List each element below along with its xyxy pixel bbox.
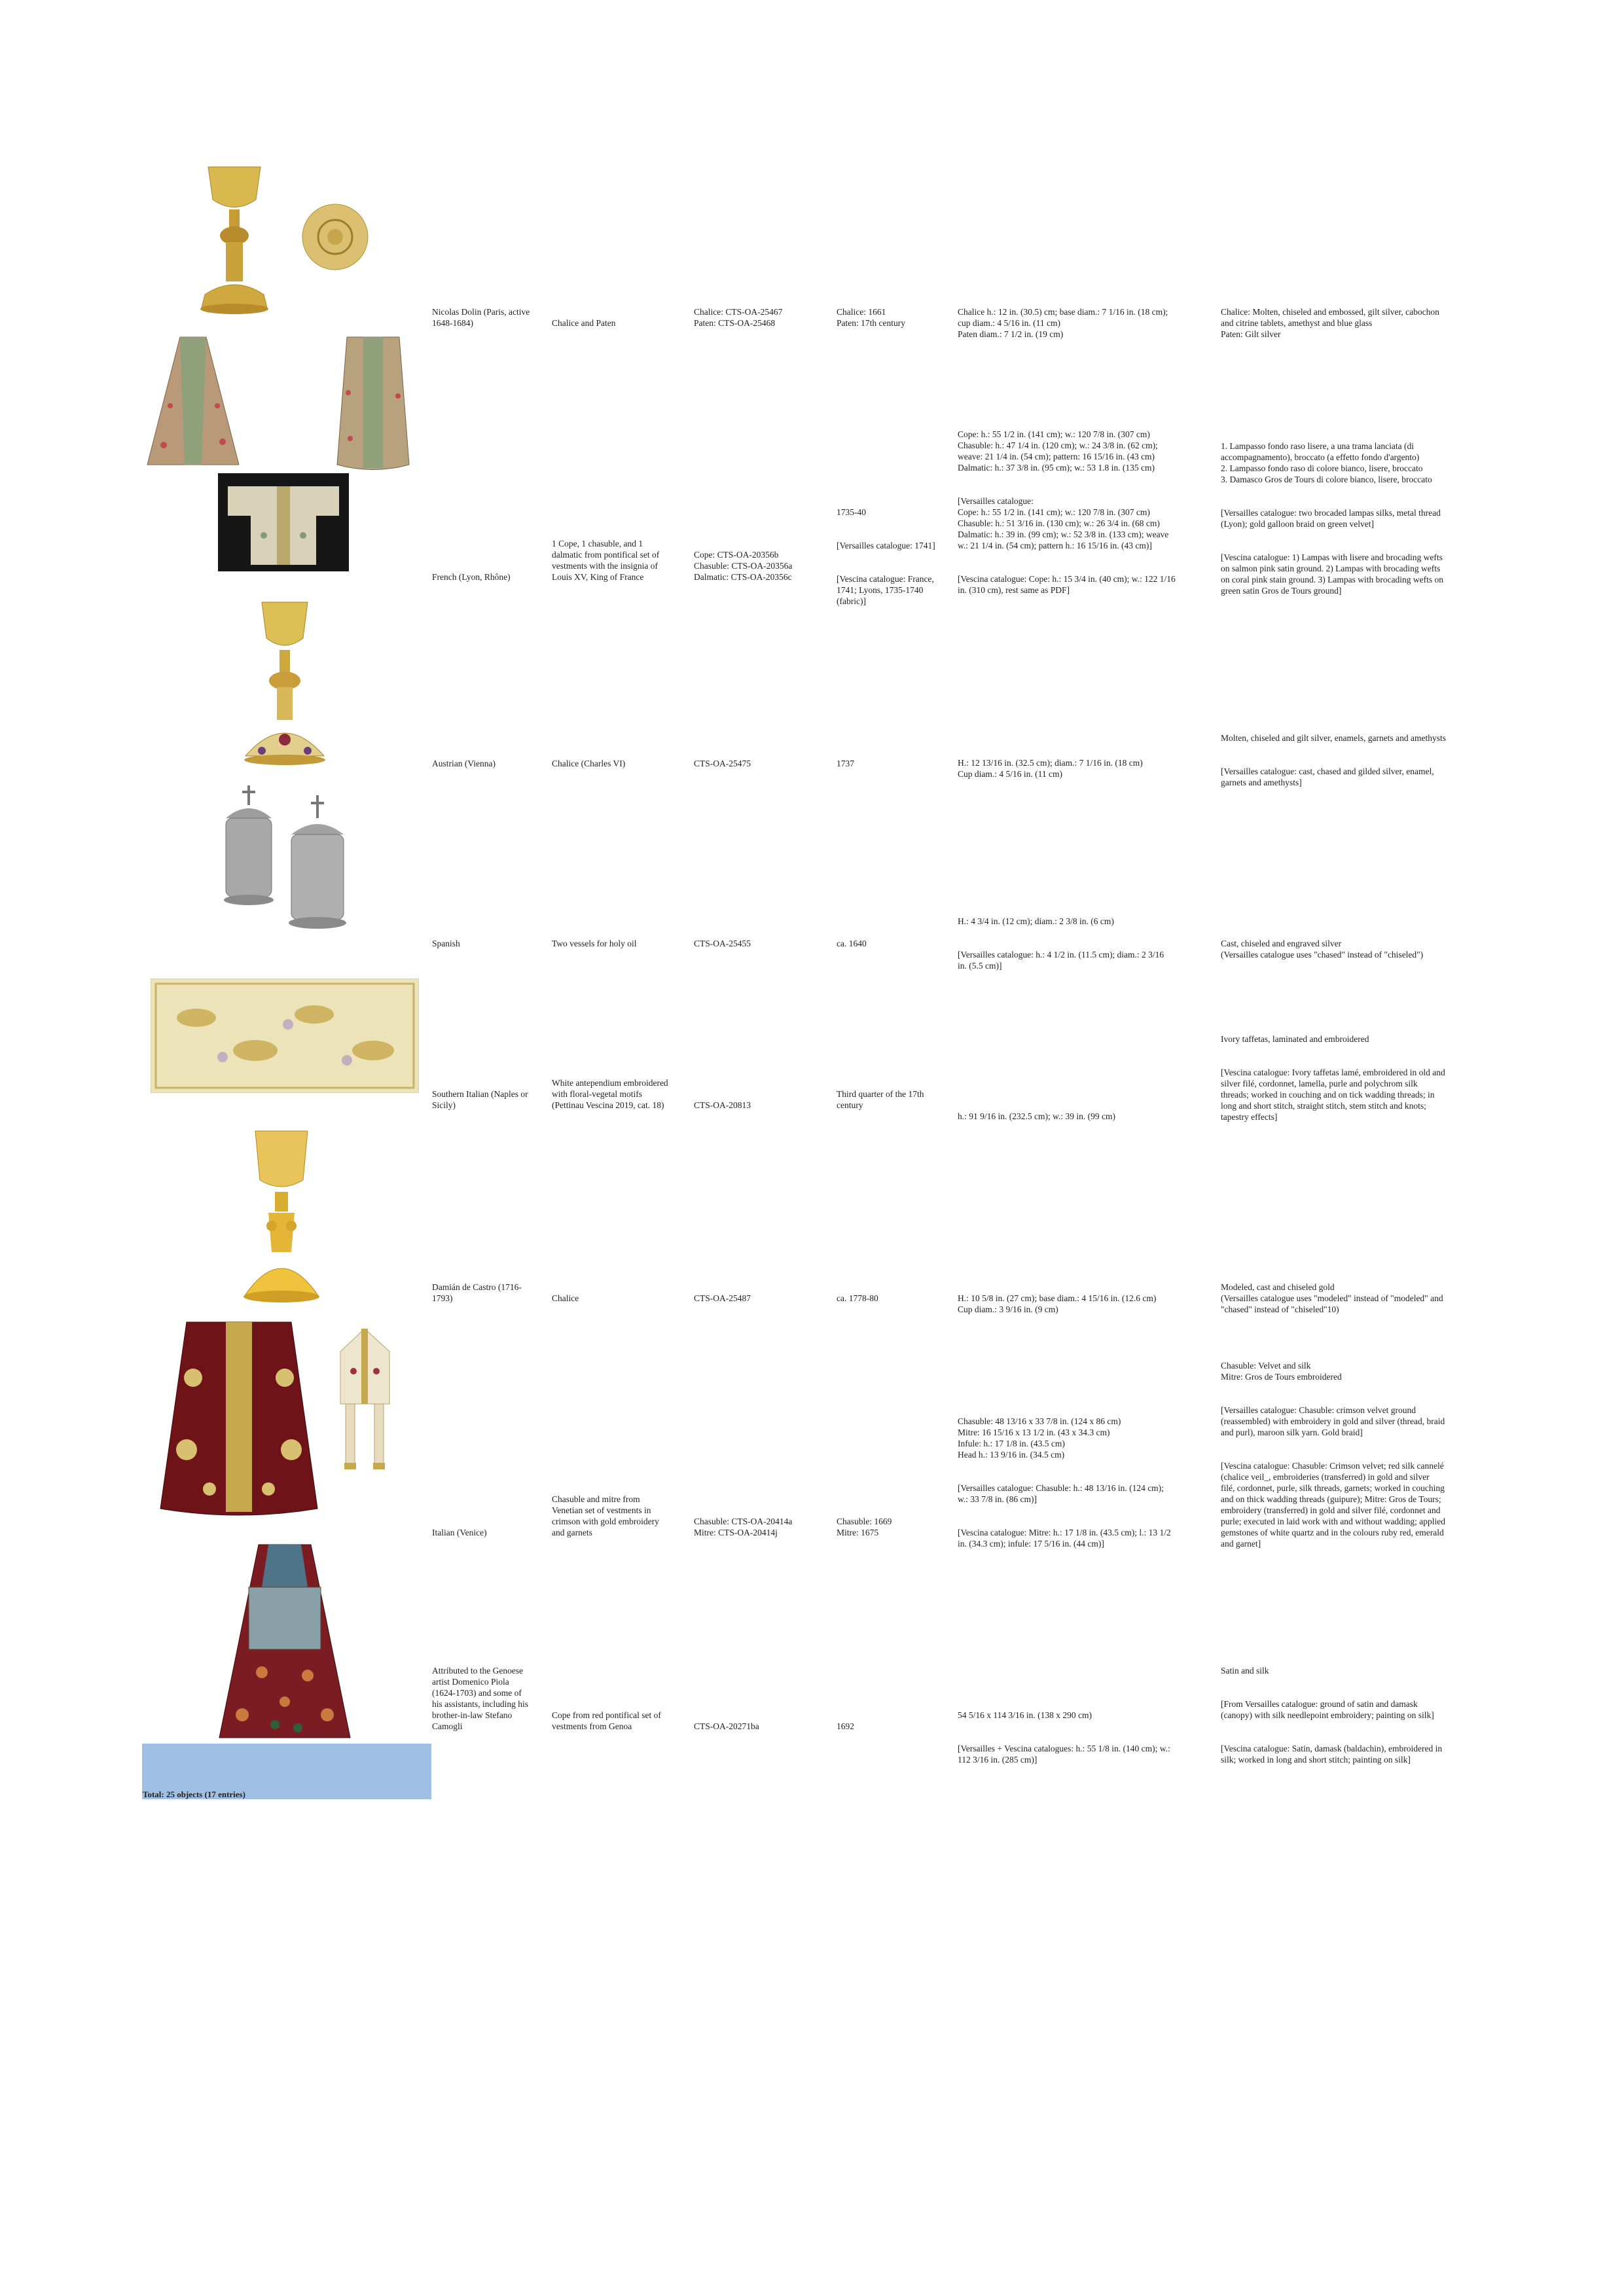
inventory-cell: CTS-OA-25487 <box>694 1293 751 1303</box>
materials-text: Chasuble: Velvet and silk Mitre: Gros de Tours embroidered <box>1221 1361 1342 1382</box>
materials-cell <box>1221 429 1483 607</box>
materials-text: Cast, chiseled and engraved silver (Versailles catalogue uses "chased" instead of "chiseled") <box>1221 939 1424 960</box>
antependium-image <box>151 978 419 1093</box>
object-image-chalice-castro <box>141 1124 429 1311</box>
artist-cell: Austrian (Vienna) <box>432 759 496 768</box>
inventory-cell: CTS-OA-20813 <box>694 1100 751 1110</box>
dimensions-text: 54 5/16 x 114 3/16 in. (138 x 290 cm) <box>958 1710 1092 1720</box>
dimensions-cell <box>958 418 1213 607</box>
table-row <box>141 1124 1483 1314</box>
materials-cell <box>1221 1654 1483 1776</box>
materials-cell <box>1221 927 1483 971</box>
dimensions-cell <box>958 1405 1213 1560</box>
materials-versailles-text: [From Versailles catalogue: ground of satin and damask (canopy) with silk needlepoint embroidery; painting on silk] <box>1221 1699 1434 1720</box>
title-cell: Cope from red pontifical set of vestments from Genoa <box>552 1710 661 1731</box>
chalice-image <box>232 599 337 769</box>
dimensions-vescina-text: [Vescina catalogue: Mitre: h.: 17 1/8 in. (43.5 cm); l.: 13 1/2 in. (34.3 cm); infule: 17 5/16 in. (44 cm)] <box>958 1528 1171 1549</box>
inventory-cell: Cope: CTS-OA-20356b Chasuble: CTS-OA-20356a Dalmatic: CTS-OA-20356c <box>694 550 793 582</box>
dimensions-text: Chalice h.: 12 in. (30.5) cm; base diam.: 7 1/16 in. (18 cm); cup diam.: 4 5/16 in. (11 cm) Paten diam.: 7 1/2 in. (19 cm) <box>958 307 1168 339</box>
date-cell: Chasuble: 1669 Mitre: 1675 <box>837 1516 892 1537</box>
materials-vescina-text: [Vescina catalogue: Ivory taffetas lamé, embroidered in old and silver filé, cordonnet, lamella, purle and polychrom silk threads; worked in couching and on tick wadding threads; in long and short stitch, straight stitch, stem stitch and knots; tapestry effects] <box>1221 1067 1445 1122</box>
date-cell: ca. 1640 <box>837 939 867 948</box>
cope-image <box>216 1541 353 1744</box>
materials-versailles-text: [Versailles catalogue: cast, chased and gilded silver, enamel, garnets and amethysts] <box>1221 766 1434 787</box>
title-cell: 1 Cope, 1 chasuble, and 1 dalmatic from pontifical set of vestments with the insignia of Louis XV, King of France <box>552 539 660 582</box>
dimensions-cell <box>958 1698 1213 1776</box>
artist-cell: Damián de Castro (1716- 1793) <box>432 1282 522 1303</box>
object-image-chasuble-mitre <box>141 1316 429 1538</box>
materials-text: Modeled, cast and chiseled gold (Versailles catalogue uses "modeled" instead of "modeled" and "chased" instead of "chiseled"10) <box>1221 1282 1443 1314</box>
date-text: 1735-40 <box>837 507 866 517</box>
inventory-cell: Chalice: CTS-OA-25467 Paten: CTS-OA-25468 <box>694 307 783 328</box>
dimensions-vescina-text: [Vescina catalogue: Cope: h.: 15 3/4 in. (40 cm); w.: 122 1/16 in. (310 cm), rest same as PDF] <box>958 574 1176 595</box>
dimensions-versailles-text: [Versailles catalogue: Cope: h.: 55 1/2 in. (141 cm); w.: 120 7/8 in. (307 cm) Chasuble: h.: 51 3/16 in. (130 cm); w.: 26 3/4 in. (68 cm) Dalmatic: h.: 39 in. (99 cm); w.: 52 3/8 in. (133 cm); weave w.: 21 1/4 in. (54 cm); pattern h.: 16 15/16 in. (43 cm)] <box>958 496 1169 550</box>
artist-cell: Spanish <box>432 939 460 948</box>
materials-cell <box>1221 1022 1483 1134</box>
table-row <box>141 331 1483 606</box>
paten-image <box>301 203 370 272</box>
materials-vescina-text: [Vescina catalogue: 1) Lampas with lisere and brocading wefts on salmon pink satin ground. 2) Lampas with brocading wefts on coral pink stain ground. 3) Lampas with brocading wefts on green satin Gros de Tours ground] <box>1221 552 1444 596</box>
artist-cell: Nicolas Dolin (Paris, active 1648-1684) <box>432 307 530 328</box>
materials-text: Molten, chiseled and gilt silver, enamels, garnets and amethysts <box>1221 733 1446 743</box>
date-cell: ca. 1778-80 <box>837 1293 878 1303</box>
dimensions-text: Chasuble: 48 13/16 x 33 7/8 in. (124 x 86 cm) Mitre: 16 15/16 x 13 1/2 in. (43 x 34.3 cm) Infule: h.: 17 1/8 in. (43.5 cm) Head h.: 13 9/16 in. (34.5 cm) <box>958 1416 1121 1460</box>
date-vescina-text: [Vescina catalogue: France, 1741; Lyons, 1735-1740 (fabric)] <box>837 574 934 606</box>
object-image-cope-genoa <box>141 1541 429 1744</box>
inventory-cell: CTS-OA-20271ba <box>694 1721 759 1731</box>
materials-vescina-text: [Vescina catalogue: Chasuble: Crimson velvet; red silk cannelé (chalice veil_, embroideries (transferred) in gold and silver filé, cordonnet, purle, silk threads, garnets; worked in couching and on thick wadding threads (guipure); Mitre: Gros de Tours; embroidery (transferred) in gold and silver filé, cordonnet and purle; executed in laid work with and without wadding; applied gemstones of white quartz and in the colours ruby red, emerald and garnet] <box>1221 1461 1446 1549</box>
mitre-image <box>334 1325 396 1473</box>
dimensions-text: H.: 10 5/8 in. (27 cm); base diam.: 4 15/16 in. (12.6 cm) Cup diam.: 3 9/16 in. (9 cm) <box>958 1293 1157 1314</box>
cope-image <box>144 334 242 468</box>
dimensions-text: H.: 12 13/16 in. (32.5 cm); diam.: 7 1/16 in. (18 cm) Cup diam.: 4 5/16 in. (11 cm) <box>958 758 1143 779</box>
artist-cell: Attributed to the Genoese artist Domenico Piola (1624-1703) and some of his assistants, including his brother-in-law Stefano Camogli <box>432 1666 529 1731</box>
materials-text: Satin and silk <box>1221 1666 1269 1676</box>
artist-cell: Southern Italian (Naples or Sicily) <box>432 1089 528 1110</box>
object-image-antependium <box>141 969 429 1119</box>
title-cell: Two vessels for holy oil <box>552 939 637 948</box>
table-row <box>141 589 1483 787</box>
dimensions-text: H.: 4 3/4 in. (12 cm); diam.: 2 3/8 in. (6 cm) <box>958 916 1114 926</box>
table-row <box>141 1541 1483 1765</box>
dimensions-text: Cope: h.: 55 1/2 in. (141 cm); w.: 120 7/8 in. (307 cm) Chasuble: h.: 47 1/4 in. (120 cm); w.: 24 3/8 in. (62 cm); weave: 21 1/4 in. (54 cm); pattern: 16 15/16 in. (43 cm) Dalmatic: h.: 37 3/8 in. (95 cm); w.: 53 1.8 in. (135 cm) <box>958 429 1158 473</box>
dimensions-versailles-text: [Versailles catalogue: h.: 4 1/2 in. (11.5 cm); diam.: 2 3/16 in. (5.5 cm)] <box>958 950 1164 971</box>
materials-text: Ivory taffetas, laminated and embroidered <box>1221 1034 1369 1044</box>
chasuble-image <box>334 334 412 475</box>
dimensions-versailles-text: [Versailles catalogue: Chasuble: h.: 48 13/16 in. (124 cm); w.: 33 7/8 in. (86 cm)] <box>958 1483 1164 1504</box>
date-cell: 1737 <box>837 759 854 768</box>
object-image-holy-oil-vessels <box>141 782 429 959</box>
date-cell: 1692 <box>837 1721 854 1731</box>
inventory-cell: Chasuble: CTS-OA-20414a Mitre: CTS-OA-20414j <box>694 1516 793 1537</box>
dimensions-text: h.: 91 9/16 in. (232.5 cm); w.: 39 in. (99 cm) <box>958 1111 1115 1121</box>
table-row <box>141 157 1483 339</box>
object-image-chalice-paten <box>141 157 429 327</box>
date-versailles-text: [Versailles catalogue: 1741] <box>837 541 935 550</box>
artist-cell: Italian (Venice) <box>432 1528 487 1537</box>
inventory-cell: CTS-OA-25475 <box>694 759 751 768</box>
chasuble-image <box>157 1319 321 1518</box>
object-image-vestments <box>141 331 429 583</box>
title-cell: Chalice (Charles VI) <box>552 759 626 768</box>
table-row <box>141 1316 1483 1549</box>
inventory-cell: CTS-OA-25455 <box>694 939 751 948</box>
artist-cell: French (Lyon, Rhône) <box>432 572 511 582</box>
holy-oil-vessels-image <box>206 782 363 936</box>
materials-vescina-text: [Vescina catalogue: Satin, damask (baldachin), embroidered in silk; worked in long and short stitch; painting on silk] <box>1221 1744 1443 1765</box>
table-row <box>141 969 1483 1122</box>
chalice-image <box>239 1128 324 1304</box>
title-cell: Chalice and Paten <box>552 318 616 328</box>
title-cell: Chalice <box>552 1293 579 1303</box>
title-cell: Chasuble and mitre from Venetian set of vestments in crimson with gold embroidery and garnets <box>552 1494 659 1537</box>
title-cell: White antependium embroidered with floral-vegetal motifs (Pettinau Vescina 2019, cat. 18) <box>552 1078 668 1110</box>
materials-text: Chalice: Molten, chiseled and embossed, gilt silver, cabochon and citrine tablets, amethyst and blue glass Paten: Gilt silver <box>1221 307 1439 339</box>
total-label: Total: 25 objects (17 entries) <box>143 1789 245 1799</box>
materials-cell <box>1221 1349 1483 1560</box>
object-image-chalice-charles-vi <box>141 589 429 776</box>
date-cell: Chalice: 1661 Paten: 17th century <box>837 307 905 328</box>
materials-versailles-text: [Versailles catalogue: two brocaded lampas silks, metal thread (Lyon); gold galloon braid on green velvet] <box>1221 508 1441 529</box>
materials-text: 1. Lampasso fondo raso lisere, a una trama lanciata (di accompagnamento), broccato (a effetto fondo d'argento) 2. Lampasso fondo raso di colore bianco, lisere, broccato 3. Damasco Gros de Tours di colore bianco, lisere, broccato <box>1221 441 1432 484</box>
table-row <box>141 782 1483 971</box>
date-cell: Third quarter of the 17th century <box>837 1089 924 1110</box>
materials-versailles-text: [Versailles catalogue: Chasuble: crimson velvet ground (reassembled) with embroidery in gold and silver (thread, braid and purl), maroon silk yarn. Gold braid] <box>1221 1405 1445 1437</box>
chalice-image <box>185 164 283 321</box>
dimensions-catalogues-text: [Versailles + Vescina catalogues: h.: 55 1/8 in. (140 cm); w.: 112 3/16 in. (285 cm)] <box>958 1744 1170 1765</box>
dalmatic-image <box>218 473 349 571</box>
